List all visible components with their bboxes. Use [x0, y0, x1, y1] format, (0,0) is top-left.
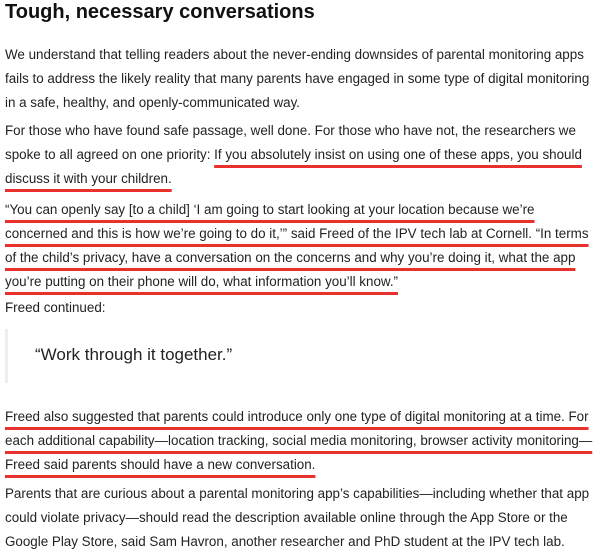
paragraph-priority: [5, 119, 595, 191]
paragraph-priority-lead: For those who have found safe passage, well done. For those who have not, the researchers we spoke to all agreed on one priority:: [5, 123, 576, 162]
paragraph-freed-quote: [5, 198, 595, 294]
pull-quote-text: “Work through it together.”: [35, 345, 233, 364]
section-heading: Tough, necessary conversations: [5, 1, 315, 23]
paragraph-freed-continued: Freed continued:: [5, 300, 106, 315]
highlighted-text-priority: If you absolutely insist on using one of these apps, you should discuss it with your children.: [5, 147, 582, 186]
highlighted-text-freed-quote: “You can openly say [to a child] ‘I am going to start looking at your location because we’re concerned and this is how we’re going to do it,’” said Freed of the IPV tech lab at Cornell. “In terms of the child’s privacy, have a conversation on the concerns and why you’re doing it, what the app you’re putting on their phone will do, what information you’ll know.”: [5, 202, 589, 289]
paragraph-intro: We understand that telling readers about the never-ending downsides of parental monitoring apps fails to address the likely reality that many parents have engaged in some type of digital monitoring in a safe, healthy, and openly-communicated way.: [5, 47, 590, 110]
pull-quote: [5, 329, 595, 383]
paragraph-one-at-a-time: [5, 405, 595, 477]
highlighted-text-one-at-a-time: Freed also suggested that parents could introduce only one type of digital monitoring at a time. For each additional capability—location tracking, social media monitoring, browser activity monitoring—Freed said parents should have a new conversation.: [5, 409, 593, 472]
paragraph-app-store: Parents that are curious about a parental monitoring app’s capabilities—including whether that app could violate privacy—should read the description available online through the App Store or the Google Play Store, said Sam Havron, another researcher and PhD student at the IPV tech lab.: [5, 486, 590, 549]
